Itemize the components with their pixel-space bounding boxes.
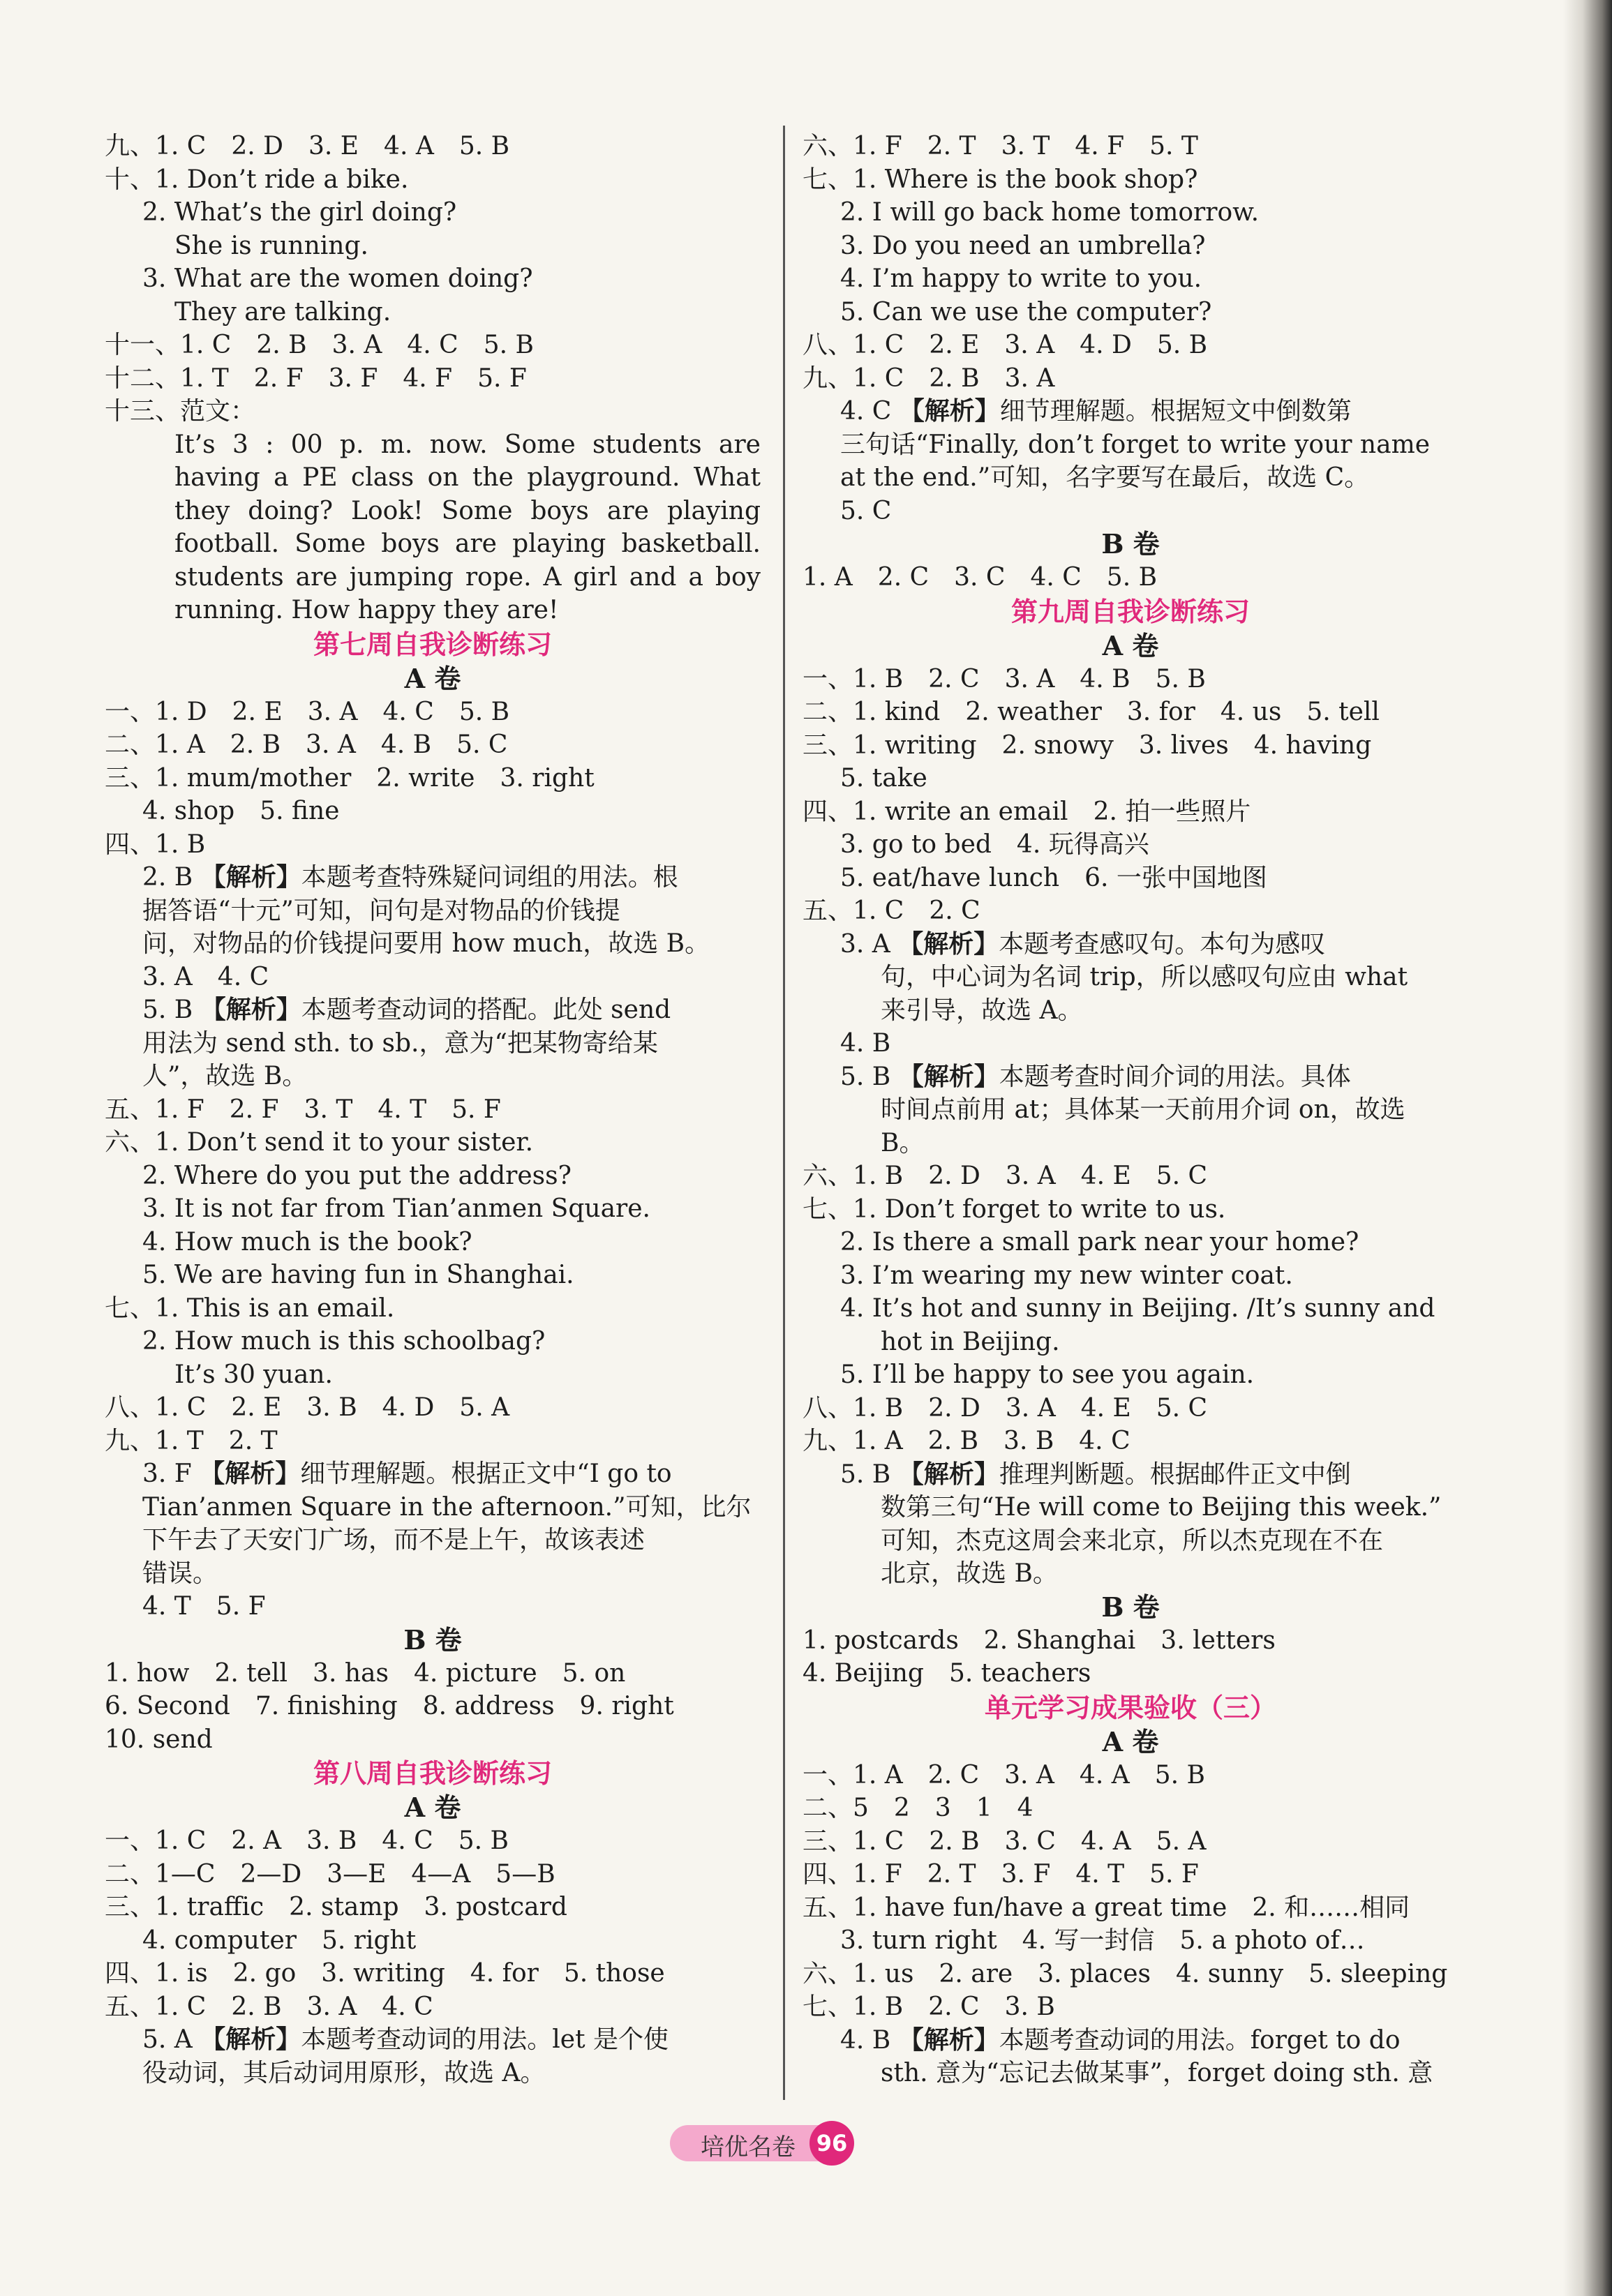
answer-line: 5. B 【解析】推理判断题。根据邮件正文中倒 (840, 1460, 1351, 1489)
answer-line: running. How happy they are! (174, 596, 559, 624)
answer-line: 3. go to bed 4. 玩得高兴 (840, 830, 1149, 859)
answer-line: 八、1. C 2. E 3. A 4. D 5. B (803, 331, 1208, 359)
answer-line: 七、1. Don’t forget to write to us. (803, 1194, 1226, 1224)
answer-line: 二、1. A 2. B 3. A 4. B 5. C (105, 730, 508, 759)
answer-line: 七、1. B 2. C 3. B (803, 1993, 1055, 2021)
answer-line: sth. 意为“忘记去做某事”，forget doing sth. 意 (881, 2059, 1433, 2087)
answer-line: 错误。 (142, 1559, 218, 1588)
answer-line: 下午去了天安门广场，而不是上午，故该表述 (142, 1526, 645, 1554)
answer-line: It’s 30 yuan. (174, 1360, 333, 1389)
answer-line: B。 (881, 1128, 925, 1157)
paper-label: A 卷 (404, 1792, 461, 1823)
answer-line: 五、1. C 2. B 3. A 4. C (105, 1992, 433, 2021)
answer-line: 5. A 【解析】本题考查动词的用法。let 是个使 (142, 2025, 669, 2054)
answer-line: at the end.”可知，名字要写在最后，故选 C。 (840, 463, 1370, 492)
answer-line: 4. B (840, 1029, 891, 1058)
answer-line: 问，对物品的价钱提问要用 how much，故选 B。 (142, 929, 710, 958)
answer-line: football. Some boys are playing basketball. (174, 530, 761, 558)
answer-line: 一、1. A 2. C 3. A 4. A 5. B (803, 1760, 1205, 1789)
analysis-tag: 【解析】 (200, 863, 301, 892)
analysis-tag: 【解析】 (200, 1460, 301, 1488)
answer-line: 时间点前用 at；具体某一天前用介词 on，故选 (881, 1095, 1405, 1124)
paper-label: B 卷 (1101, 528, 1160, 560)
answer-line: 六、1. us 2. are 3. places 4. sunny 5. sleeping (803, 1959, 1448, 1988)
answer-line: 十、1. Don’t ride a bike. (105, 165, 409, 194)
answer-line: 2. Where do you put the address? (142, 1161, 572, 1190)
answer-line: students are jumping rope. A girl and a boy (174, 562, 761, 592)
page-number: 96 (809, 2121, 854, 2166)
answer-line: 3. Do you need an umbrella? (840, 231, 1206, 260)
answer-line: 四、1. B (105, 830, 206, 859)
analysis-tag: 【解析】 (200, 996, 301, 1024)
answer-line: 1. postcards 2. Shanghai 3. letters (803, 1626, 1276, 1655)
answer-line: 可知，杰克这周会来北京，所以杰克现在不在 (881, 1526, 1384, 1555)
analysis-tag: 【解析】 (898, 1062, 999, 1091)
answer-line: 八、1. C 2. E 3. B 4. D 5. A (105, 1393, 510, 1422)
answer-line: 5. B 【解析】本题考查时间介词的用法。具体 (840, 1062, 1351, 1091)
answer-line: It’s 3 : 00 p. m. now. Some students are (174, 430, 761, 459)
answer-line: 4. computer 5. right (142, 1926, 417, 1955)
answer-line: 北京，故选 B。 (881, 1559, 1058, 1588)
analysis-tag: 【解析】 (898, 929, 999, 959)
answer-line: 一、1. B 2. C 3. A 4. B 5. B (803, 664, 1206, 693)
answer-line: Tian’anmen Square in the afternoon.”可知，比尔 (142, 1492, 752, 1522)
answer-line: 七、1. This is an email. (105, 1293, 395, 1323)
answer-line: 5. C (840, 496, 892, 525)
answer-line: 来引导，故选 A。 (881, 996, 1083, 1025)
paper-label: B 卷 (403, 1623, 462, 1656)
section-heading: 单元学习成果验收（三） (984, 1692, 1276, 1723)
page-footer (670, 2121, 886, 2166)
answer-line: 三、1. traffic 2. stamp 3. postcard (105, 1893, 567, 1921)
answer-line: 九、1. A 2. B 3. B 4. C (803, 1427, 1130, 1455)
answer-line: 4. T 5. F (142, 1592, 266, 1621)
answer-line: 一、1. C 2. A 3. B 4. C 5. B (105, 1826, 509, 1855)
answer-line: 5. I’ll be happy to see you again. (840, 1360, 1255, 1389)
answer-line: 5. B 【解析】本题考查动词的搭配。此处 send (142, 996, 671, 1024)
answer-line: 5. take (840, 764, 927, 793)
answer-line: 据答语“十元”可知，问句是对物品的价钱提 (142, 896, 620, 925)
answer-line: they doing? Look! Some boys are playing (174, 496, 761, 525)
answer-line: 四、1. write an email 2. 拍一些照片 (803, 797, 1251, 826)
analysis-tag: 【解析】 (898, 2025, 999, 2055)
answer-line: 六、1. Don’t send it to your sister. (105, 1128, 534, 1157)
answer-line: 九、1. T 2. T (105, 1426, 278, 1455)
section-heading: 第八周自我诊断练习 (313, 1758, 552, 1789)
answer-line: 六、1. B 2. D 3. A 4. E 5. C (803, 1162, 1208, 1190)
answer-line: 十二、1. T 2. F 3. F 4. F 5. F (105, 363, 527, 393)
answer-line: 三、1. C 2. B 3. C 4. A 5. A (803, 1826, 1207, 1856)
answer-line: 1. how 2. tell 3. has 4. picture 5. on (105, 1658, 626, 1688)
answer-line: 10. send (105, 1725, 213, 1754)
paper-label: A 卷 (1102, 1725, 1159, 1757)
column-divider (783, 126, 785, 2100)
answer-line: 3. A 4. C (142, 962, 269, 991)
answer-line: 6. Second 7. finishing 8. address 9. right (105, 1692, 674, 1720)
answer-line: 六、1. F 2. T 3. T 4. F 5. T (803, 132, 1198, 160)
analysis-tag: 【解析】 (898, 1460, 999, 1489)
answer-line: 二、1. kind 2. weather 3. for 4. us 5. tell (803, 698, 1380, 726)
answer-line: 役动词，其后动词用原形，故选 A。 (142, 2058, 546, 2087)
footer-label: 培优名卷 (701, 2133, 796, 2161)
paper-label: A 卷 (404, 662, 461, 694)
answer-line: 七、1. Where is the book shop? (803, 165, 1198, 194)
answer-line: 十一、1. C 2. B 3. A 4. C 5. B (105, 331, 534, 359)
answer-line: 5. eat/have lunch 6. 一张中国地图 (840, 863, 1267, 892)
answer-line: 4. B 【解析】本题考查动词的用法。forget to do (840, 2025, 1401, 2055)
answer-line: 五、1. have fun/have a great time 2. 和……相同 (803, 1893, 1410, 1922)
answer-line: They are talking. (174, 297, 391, 327)
right-column (803, 130, 1458, 2090)
answer-line: 3. F 【解析】细节理解题。根据正文中“I go to (142, 1460, 672, 1488)
answer-line: 三、1. mum/mother 2. write 3. right (105, 763, 595, 793)
answer-line: 二、5 2 3 1 4 (803, 1794, 1033, 1822)
answer-line: 十三、范文： (105, 397, 256, 426)
answer-line: 5. Can we use the computer? (840, 297, 1212, 327)
answer-line: 五、1. C 2. C (803, 896, 980, 925)
answer-line: 2. Is there a small park near your home? (840, 1228, 1359, 1256)
answer-line: hot in Beijing. (881, 1327, 1060, 1356)
answer-line: 4. C 【解析】细节理解题。根据短文中倒数第 (840, 397, 1352, 426)
answer-line: 句，中心词为名词 trip，所以感叹句应由 what (881, 963, 1408, 991)
answer-line: 九、1. C 2. B 3. A (803, 363, 1055, 393)
answer-line: 3. What are the women doing? (142, 264, 533, 293)
section-heading: 第七周自我诊断练习 (313, 629, 552, 660)
answer-line: 二、1—C 2—D 3—E 4—A 5—B (105, 1859, 555, 1889)
answer-line: 4. Beijing 5. teachers (803, 1659, 1091, 1688)
answer-line: 3. turn right 4. 写一封信 5. a photo of… (840, 1926, 1365, 1955)
section-heading: 第九周自我诊断练习 (1010, 596, 1250, 627)
answer-line: 三句话“Finally, don’t forget to write your name (840, 430, 1431, 459)
answer-line: 4. shop 5. fine (142, 797, 340, 825)
answer-line: 四、1. is 2. go 3. writing 4. for 5. those (105, 1959, 665, 1988)
answer-line: 用法为 send sth. to sb.，意为“把某物寄给某 (142, 1028, 658, 1058)
answer-line: 2. How much is this schoolbag? (142, 1327, 546, 1356)
analysis-tag: 【解析】 (899, 397, 1000, 426)
answer-line: 人”，故选 B。 (142, 1062, 308, 1090)
answer-line: 四、1. F 2. T 3. F 4. T 5. F (803, 1860, 1199, 1889)
answer-line: 3. I’m wearing my new winter coat. (840, 1261, 1293, 1290)
answer-line: 4. How much is the book? (142, 1227, 472, 1256)
answer-line: 3. A 【解析】本题考查感叹句。本句为感叹 (840, 929, 1326, 959)
left-column (105, 130, 761, 2089)
answer-line: 2. B 【解析】本题考查特殊疑问词组的用法。根 (142, 863, 678, 892)
answer-line: 数第三句“He will come to Beijing this week.” (881, 1493, 1442, 1522)
answer-line: 三、1. writing 2. snowy 3. lives 4. having (803, 730, 1372, 760)
answer-line: 2. I will go back home tomorrow. (840, 198, 1260, 227)
answer-line: 五、1. F 2. F 3. T 4. T 5. F (105, 1095, 501, 1124)
page-edge-shadow (1563, 0, 1612, 2296)
paper-label: A 卷 (1102, 629, 1159, 661)
analysis-tag: 【解析】 (200, 2025, 301, 2054)
answer-line: 1. A 2. C 3. C 4. C 5. B (803, 563, 1158, 592)
answer-line: She is running. (174, 231, 368, 260)
answer-line: having a PE class on the playground. What (174, 463, 761, 492)
answer-line: 2. What’s the girl doing? (142, 198, 457, 227)
answer-line: 5. We are having fun in Shanghai. (142, 1261, 574, 1289)
answer-line: 4. I’m happy to write to you. (840, 264, 1202, 293)
answer-line: 九、1. C 2. D 3. E 4. A 5. B (105, 132, 510, 160)
paper-label: B 卷 (1101, 1591, 1160, 1623)
answer-line: 4. It’s hot and sunny in Beijing. /It’s sunny and (840, 1294, 1435, 1323)
answer-line: 八、1. B 2. D 3. A 4. E 5. C (803, 1393, 1208, 1423)
answer-line: 3. It is not far from Tian’anmen Square. (142, 1194, 650, 1223)
answer-line: 一、1. D 2. E 3. A 4. C 5. B (105, 697, 510, 726)
